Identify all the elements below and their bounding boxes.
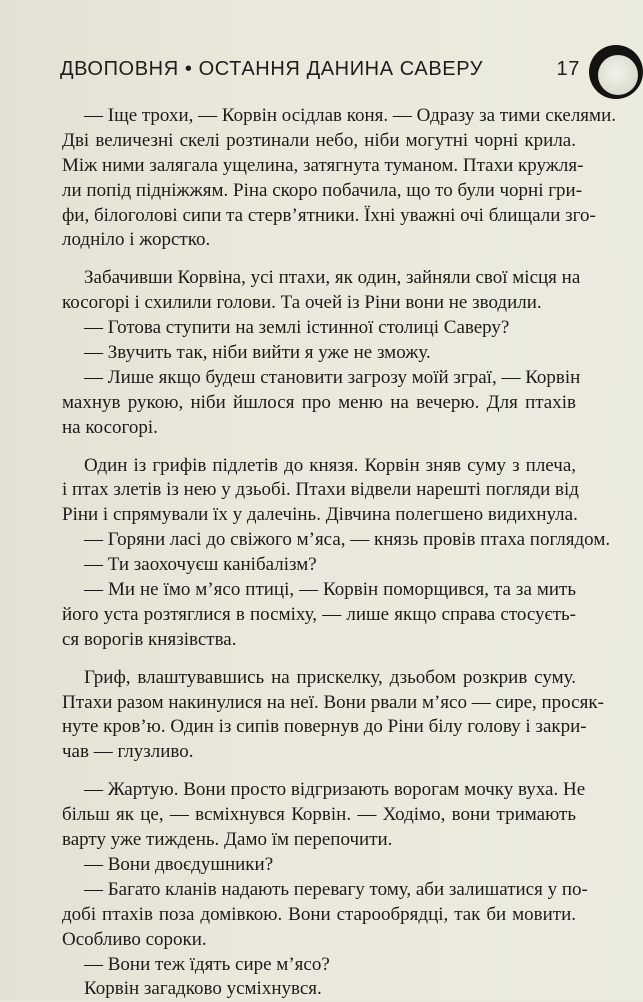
text-line: фи, білоголові сипи та стерв’ятники. Їхні уважні очі блищали зго- <box>62 204 596 226</box>
text-line: — Ти заохочуєш канібалізм? <box>84 554 317 576</box>
text-line: Корвін загадково усміхнувся. <box>84 978 322 1000</box>
text-line: Дві величезні скелі розтинали небо, ніби могутні чорні крила. <box>62 129 576 151</box>
paragraph <box>62 341 576 366</box>
paragraph <box>62 778 586 853</box>
paragraph <box>62 266 581 316</box>
text-line: — Звучить так, ніби вийти я уже не зможу. <box>84 342 431 364</box>
text-line: його уста розтяглися в посміху, — лише якщо справа стосуєть- <box>62 603 576 625</box>
running-title: ДВОПОВНЯ • ОСТАННЯ ДАНИНА САВЕРУ <box>60 58 484 80</box>
text-line: Один із грифів підлетів до князя. Корвін зняв суму з плеча, <box>84 454 576 476</box>
paragraph <box>62 977 576 1002</box>
text-line: — Лише якщо будеш становити загрозу моїй зграї, — Корвін <box>84 366 581 388</box>
text-line: більш як це, — всміхнувся Корвін. — Ходімо, вони тримають <box>62 804 576 826</box>
text-line: Гриф, влаштувавшись на прискелку, дзьобом розкрив суму. <box>84 666 576 688</box>
paragraph <box>62 316 576 341</box>
text-line: Між ними залягала ущелина, затягнута туманом. Птахи кружля- <box>62 154 584 176</box>
text-line: Птахи разом накинулися на неї. Вони рвали м’ясо — сире, просяк- <box>62 691 604 713</box>
text-line: — Вони двоєдушники? <box>84 853 274 875</box>
text-line: на косогорі. <box>62 416 158 438</box>
text-line: — Горяни ласі до свіжого м’яса, — князь провів птаха поглядом. <box>84 529 611 551</box>
text-line: ли попід підніжжям. Ріна скоро побачила, що то були чорні гри- <box>62 179 583 201</box>
paragraph <box>62 666 604 766</box>
running-header <box>60 58 580 88</box>
paragraph <box>62 104 616 253</box>
text-line: — Готова ступити на землі істинної столиці Саверу? <box>84 317 510 339</box>
page-number: 17 <box>556 58 580 80</box>
paragraph <box>62 853 576 878</box>
text-line: добі птахів поза домівкою. Вони старообрядці, так би мовити. <box>62 903 576 925</box>
paragraph-gap <box>62 253 576 266</box>
paragraph <box>62 553 576 578</box>
paragraph <box>62 953 576 978</box>
text-line: — Багато кланів надають перевагу тому, аби залишатися у по- <box>84 878 588 900</box>
text-line: — Ми не їмо м’ясо птиці, — Корвін поморщився, та за мить <box>84 579 576 601</box>
text-line: — Вони теж їдять сире м’ясо? <box>84 953 330 975</box>
paragraph <box>62 578 576 653</box>
text-line: — Іще трохи, — Корвін осідлав коня. — Одразу за тими скелями. <box>84 105 616 126</box>
text-line: Забачивши Корвіна, усі птахи, як один, зайняли свої місця на <box>84 267 581 289</box>
text-line: чав — глузливо. <box>62 741 194 763</box>
paragraph-gap <box>62 765 576 778</box>
text-line: і птах злетів із нею у дзьобі. Птахи відвели нарешті погляди від <box>62 479 579 501</box>
paragraph-gap <box>62 441 576 454</box>
text-line: варту уже тиждень. Дамо їм перепочити. <box>62 829 393 851</box>
paragraph <box>62 454 579 529</box>
text-line: — Жартую. Вони просто відгризають ворогам мочку вуха. Не <box>84 779 586 801</box>
text-line: махнув рукою, ніби йшлося про меню на вечерю. Для птахів <box>62 391 576 413</box>
text-line: лодніло і жорстко. <box>62 229 211 251</box>
body-text <box>62 104 616 1002</box>
text-line: ся ворогів князівства. <box>62 628 237 650</box>
text-line: косогорі і схилили голови. Та очей із Ріни вони не зводили. <box>62 292 542 314</box>
text-line: Особливо сороки. <box>62 928 207 950</box>
text-line: нуте кров’ю. Один із сипів повернув до Ріни білу голову і закри- <box>62 716 587 738</box>
paragraph <box>62 366 581 441</box>
paragraph-gap <box>62 653 576 666</box>
moon-phase-icon <box>588 44 643 99</box>
paragraph <box>62 528 611 553</box>
text-line: Ріни і спрямували їх у далечінь. Дівчина полегшено видихнула. <box>62 504 578 526</box>
paragraph <box>62 878 588 953</box>
